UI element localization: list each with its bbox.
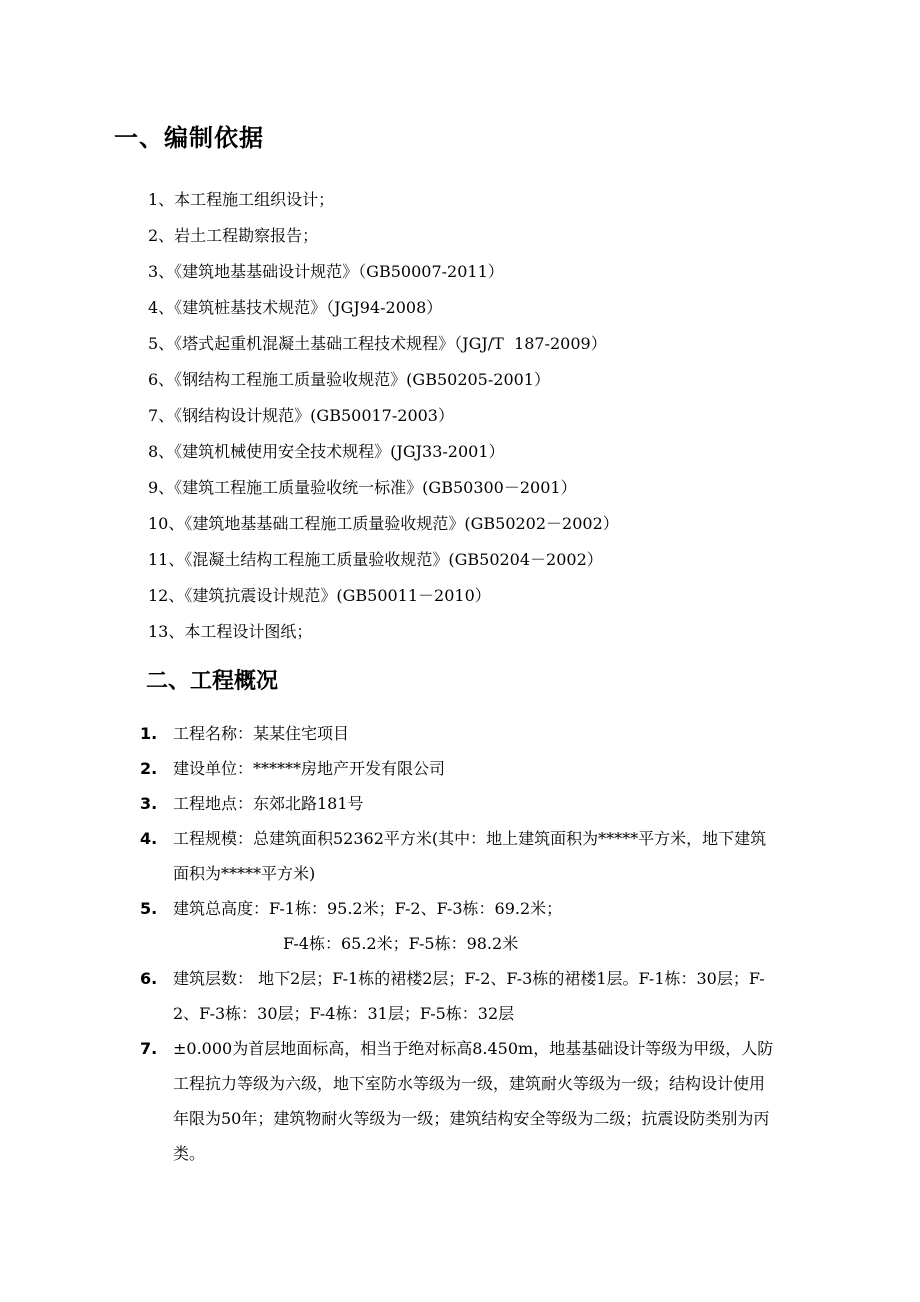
overview-item [140,751,780,786]
item-number: 2. [140,759,158,778]
item-text: 建筑层数： 地下2层；F-1栋的裙楼2层；F-2、F-3栋的裙楼1层。F-1栋：30层；F-2、F-3栋：30层；F-4栋：31层；F-5栋：32层 [173,969,765,1023]
basis-item: 6、《钢结构工程施工质量验收规范》(GB50205-2001） [148,370,550,389]
item-text: ±0.000为首层地面标高，相当于绝对标高8.450m，地基基础设计等级为甲级，人防工程抗力等级为六级，地下室防水等级为一级，建筑耐火等级为一级；结构设计使用年限为50年；建筑物耐火等级为一级；建筑结构安全等级为二级；抗震设防类别为丙类。 [173,1039,774,1163]
overview-item [140,716,780,751]
overview-item [140,821,780,891]
basis-list [148,188,619,656]
item-text: 工程地点：东郊北路181号 [173,794,364,813]
item-number: 6. [140,969,158,988]
basis-item: 12、《建筑抗震设计规范》(GB50011－2010） [148,586,491,605]
item-number: 1. [140,724,158,743]
basis-item: 1、本工程施工组织设计； [148,190,335,209]
basis-item: 3、《建筑地基基础设计规范》（GB50007-2011） [148,262,504,281]
item-number: 3. [140,794,158,813]
item-text: 工程规模：总建筑面积52362平方米(其中：地上建筑面积为*****平方米，地下建筑面积为*****平方米) [173,829,767,883]
item-text: 建筑总高度：F-1栋：95.2米；F-2、F-3栋：69.2米； [173,899,563,918]
basis-item: 2、岩土工程勘察报告； [148,226,319,245]
basis-item: 10、《建筑地基基础工程施工质量验收规范》(GB50202－2002） [148,514,619,533]
basis-item: 7、《钢结构设计规范》(GB50017-2003） [148,406,454,425]
item-text: 工程名称：某某住宅项目 [173,724,350,743]
basis-item: 4、《建筑桩基技术规范》（JGJ94-2008） [148,298,443,317]
basis-item: 5、《塔式起重机混凝土基础工程技术规程》（JGJ/T 187-2009） [148,334,607,353]
item-number: 4. [140,829,158,848]
overview-item [140,1031,780,1171]
overview-list [140,716,780,1171]
section-2-heading: 二、工程概况 [146,669,279,694]
basis-item: 9、《建筑工程施工质量验收统一标准》(GB50300－2001） [148,478,577,497]
overview-item [140,891,780,926]
overview-item [140,961,780,1031]
basis-item: 11、《混凝土结构工程施工质量验收规范》(GB50204－2002） [148,550,603,569]
basis-item: 8、《建筑机械使用安全技术规程》(JGJ33-2001） [148,442,505,461]
basis-item: 13、本工程设计图纸； [148,622,313,641]
overview-item [140,786,780,821]
section-1-heading: 一、编制依据 [114,124,264,152]
item-text: 建设单位：******房地产开发有限公司 [173,759,446,778]
item-continuation: F-4栋：65.2米；F-5栋：98.2米 [283,934,519,953]
item-number: 5. [140,899,158,918]
item-number: 7. [140,1039,158,1058]
